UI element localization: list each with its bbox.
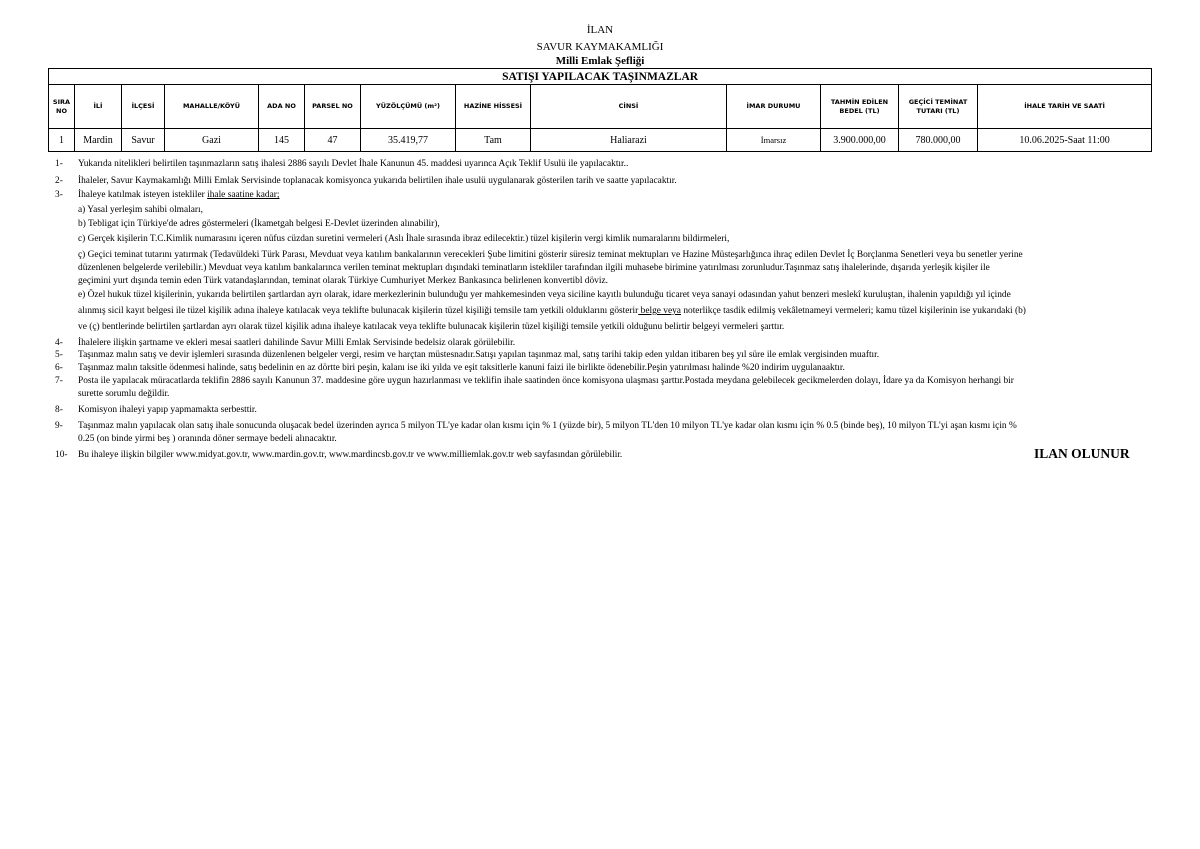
institution-name: SAVUR KAYMAKAMLIĞI bbox=[536, 41, 664, 53]
note-text: Taşınmaz malın taksitle ödenmesi halinde, satış bedelinin en az dörtte biri peşin, kalanı ise iki yılda ve eşit taksitlerle kanuni faizi ile birlikte ödenebilir.Peşin yatırılması halinde %20 indirim uygulanaaktır. bbox=[78, 363, 845, 373]
condition-e-line: ve (ç) bentlerinde belirtilen şartlardan ayrı olarak tüzel kişilik adına ihaleye katılacak veya teklifte bulunacak kişilerin tüzel kişiliği temsile yetkili olduğunu belirtir belgeyi vermeleri şarttır. bbox=[78, 322, 785, 332]
note-text: İhaleye katılmak isteyen istekliler bbox=[78, 190, 208, 200]
table-cell: İmarsız bbox=[727, 129, 821, 152]
table-cell: 1 bbox=[49, 129, 75, 152]
note-text: İhalelere ilişkin şartname ve ekleri mesai saatleri dahilinde Savur Milli Emlak Servisinde bedelsiz olarak görülebilir. bbox=[78, 338, 516, 348]
table-cell: 10.06.2025-Saat 11:00 bbox=[978, 129, 1152, 152]
table-cell: 3.900.000,00 bbox=[821, 129, 899, 152]
condition-e-line: e) Özel hukuk tüzel kişilerinin, yukarıda belirtilen şartlardan ayrı olarak, idare merkezlerinin bulunduğu yer mahkemesinden veya siciline kayıtlı bulunduğu ticaret veya sanayi odasından yahut benzeri meslekî kuruluştan, ihalenin yapıldığı yıl içinde bbox=[78, 290, 1011, 300]
note-number: 6- bbox=[55, 363, 63, 373]
note-number: 10- bbox=[55, 450, 68, 460]
table-cell: Tam bbox=[456, 129, 531, 152]
table-cell: 35.419,77 bbox=[361, 129, 456, 152]
note-number: 5- bbox=[55, 350, 63, 360]
condition-cc-line: düzenlenen belgelerde verilebilir.) Mevduat veya katılım bankalarınca verilen teminat mektupları dışındaki teminatların istekliler tarafından ilgili muhasebe birimine yatırılması zorunludur.Taşınmaz satış ihalelerinde, dışarıda yerleşik kişiler ile bbox=[78, 263, 990, 273]
table-header-row bbox=[49, 85, 1152, 129]
table-row bbox=[49, 129, 1152, 152]
condition-a: a) Yasal yerleşim sahibi olmaları, bbox=[78, 205, 203, 215]
condition-cc-line: ç) Geçici teminat tutarını yatırmak (Tedavüldeki Türk Parası, Mevduat veya katılım bankalarının verecekleri Şube limitini gösterir süresiz teminat mektupları ve Hazine Müsteşarlığınca ihraç edilen Devlet İç Borçlanma Senetleri veya bu senetler yerine bbox=[78, 250, 1023, 260]
note-number: 7- bbox=[55, 376, 63, 386]
table-cell: Savur bbox=[122, 129, 165, 152]
closing-announcement: ILAN OLUNUR bbox=[1034, 446, 1130, 461]
note-number: 9- bbox=[55, 421, 63, 431]
table-cell: Haliarazi bbox=[531, 129, 727, 152]
column-header: HAZİNE HİSSESİ bbox=[456, 85, 531, 129]
column-header: TAHMİN EDİLEN BEDEL (TL) bbox=[821, 85, 899, 129]
note-text-continued: surette sorumlu değildir. bbox=[78, 389, 170, 399]
column-header: SIRA NO bbox=[49, 85, 75, 129]
column-header: İLÇESİ bbox=[122, 85, 165, 129]
column-header: PARSEL NO bbox=[305, 85, 361, 129]
column-header: MAHALLE/KÖYÜ bbox=[165, 85, 259, 129]
note-text: Yukarıda nitelikleri belirtilen taşınmazların satış ihalesi 2886 sayılı Devlet İhale Kanunun 45. maddesi uyarınca Açık Teklif Usulü ile yapılacaktır.. bbox=[78, 159, 629, 169]
department-name: Milli Emlak Şefliği bbox=[555, 55, 645, 67]
table-cell: 780.000,00 bbox=[899, 129, 978, 152]
note-number: 2- bbox=[55, 176, 63, 186]
table-title: SATIŞI YAPILACAK TAŞINMAZLAR bbox=[49, 69, 1152, 85]
note-number: 3- bbox=[55, 190, 63, 200]
note-text: İhaleler, Savur Kaymakamlığı Milli Emlak Servisinde toplanacak komisyonca yukarıda belirtilen ihale usulü uygulanarak gösterilen tarih ve saatte yapılacaktır. bbox=[78, 176, 677, 186]
column-header: ADA NO bbox=[259, 85, 305, 129]
note-text: Taşınmaz malın yapılacak olan satış ihale sonucunda oluşacak bedel üzerinden ayrıca 5 milyon TL'ye kadar olan kısmı için % 1 (yüzde bir), 5 milyon TL'den 10 milyon TL'ye kadar olan kısmı için % 0.5 (binde beş), 10 milyon TL'yi aşan kısmı için % bbox=[78, 421, 1017, 431]
condition-b: b) Tebligat için Türkiye'de adres göstermeleri (İkametgah belgesi E-Devlet üzerinden alınabilir), bbox=[78, 219, 440, 229]
table-cell: Mardin bbox=[75, 129, 122, 152]
note-text-underlined: ihale saatine kadar; bbox=[207, 190, 280, 200]
column-header: İHALE TARİH VE SAATİ bbox=[978, 85, 1152, 129]
column-header: CİNSİ bbox=[531, 85, 727, 129]
table-cell: 145 bbox=[259, 129, 305, 152]
column-header: YÜZÖLÇÜMÜ (m²) bbox=[361, 85, 456, 129]
table-cell: 47 bbox=[305, 129, 361, 152]
note-number: 1- bbox=[55, 159, 63, 169]
column-header: GEÇİCİ TEMİNAT TUTARI (TL) bbox=[899, 85, 978, 129]
note-text: Posta ile yapılacak müracatlarda teklifin 2886 sayılı Kanunun 37. maddesine göre uygun hazırlanması ve teklifin ihale saatinden önce komisyona ulaşması şarttır.Postada meydana gelebilecek gecikmelerden dolayı, İdare ya da Komisyon herhangi bir bbox=[78, 376, 1014, 386]
note-text: Komisyon ihaleyi yapıp yapmamakta serbesttir. bbox=[78, 405, 257, 415]
condition-cc-line: geçimini yurt dışında temin eden Türk vatandaşlarından, teminat olarak Türkiye Cumhuriyet Merkez Bankasınca belirlenen konvertibl döviz. bbox=[78, 276, 608, 286]
property-table bbox=[48, 68, 1152, 152]
note-text-continued: 0.25 (on binde yirmi beş ) oranında döner sermaye bedeli alınacaktır. bbox=[78, 434, 337, 444]
table-cell: Gazi bbox=[165, 129, 259, 152]
notice-heading: İLAN bbox=[586, 24, 614, 36]
note-number: 8- bbox=[55, 405, 63, 415]
condition-c: c) Gerçek kişilerin T.C.Kimlik numarasını içeren nüfus cüzdan suretini vermeleri (Aslı İhale sırasında ibraz edilecektir.) tüzel kişilerin vergi kimlik numaralarını bildirmeleri, bbox=[78, 234, 730, 244]
note-text: Bu ihaleye ilişkin bilgiler www.midyat.gov.tr, www.mardin.gov.tr, www.mardincsb.gov.tr ve www.milliemlak.gov.tr web sayfasından görülebilir. bbox=[78, 450, 623, 460]
column-header: İLİ bbox=[75, 85, 122, 129]
note-number: 4- bbox=[55, 338, 63, 348]
condition-e-line: alınmış sicil kayıt belgesi ile tüzel kişilik adına ihaleye katılacak veya teklifte bulunacak kişilerin tüzel kişiliği temsile tam yetkili olduklarını gösterir belge veya noterlikçe tasdik edilmiş vekâletnameyi vermeleri; kamu tüzel kişilerinin ise yukarıdaki (b) bbox=[78, 306, 1026, 316]
note-text: Taşınmaz malın satış ve devir işlemleri sırasında düzenlenen belgeler vergi, resim ve harçtan müstesnadır.Satışı yapılan taşınmaz mal, satış tarihi takip eden yıldan itibaren beş yıl süre ile emlak vergisinden muaftır. bbox=[78, 350, 880, 360]
column-header: İMAR DURUMU bbox=[727, 85, 821, 129]
